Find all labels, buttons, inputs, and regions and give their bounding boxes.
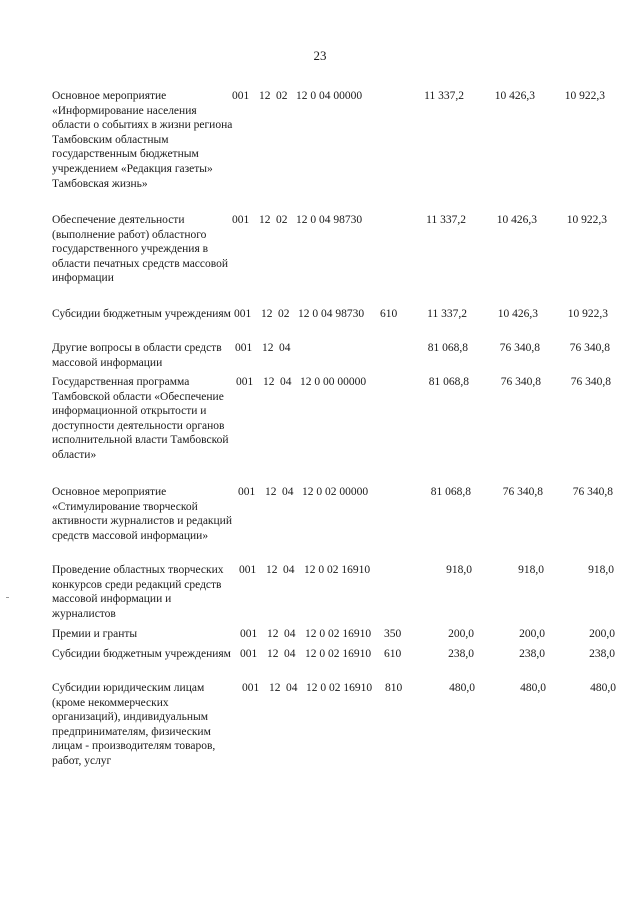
target-article-code: 12 0 02 00000 (302, 486, 369, 498)
section-code: 12 (265, 486, 277, 498)
row-description: Субсидии юридическим лицам (кроме некоммерческих организаций), индивидуальным предпринимателям, физическим лицам - производителям товаров, работ, услуг (52, 682, 216, 767)
amount-year-3: 10 922,3 (566, 214, 607, 226)
target-article-code: 12 0 02 16910 (304, 564, 371, 576)
subsection-code: 04 (279, 342, 291, 354)
section-code: 12 (267, 648, 279, 660)
amount-year-1: 81 068,8 (428, 376, 469, 388)
amount-year-1: 11 337,2 (424, 90, 464, 102)
target-article-code: 12 0 02 16910 (305, 628, 372, 640)
amount-year-2: 200,0 (519, 628, 545, 640)
expense-type-code: 610 (380, 308, 398, 320)
amount-year-2: 76 340,8 (499, 342, 540, 354)
section-code: 12 (262, 342, 274, 354)
section-code: 12 (269, 682, 281, 694)
expense-type-code: 610 (384, 648, 402, 660)
amount-year-3: 200,0 (589, 628, 615, 640)
target-article-code: 12 0 02 16910 (306, 682, 373, 694)
ministry-code: 001 (236, 376, 254, 388)
page-number: 23 (313, 48, 327, 63)
amount-year-2: 918,0 (518, 564, 544, 576)
subsection-code: 02 (278, 308, 290, 320)
amount-year-2: 480,0 (520, 682, 546, 694)
section-code: 12 (263, 376, 275, 388)
amount-year-1: 81 068,8 (430, 486, 471, 498)
amount-year-2: 238,0 (519, 648, 545, 660)
row-description: Премии и гранты (52, 628, 138, 640)
section-code: 12 (259, 90, 271, 102)
subsection-code: 04 (286, 682, 298, 694)
amount-year-1: 81 068,8 (427, 342, 468, 354)
row-description: Субсидии бюджетным учреждениям (52, 648, 231, 660)
row-description: Субсидии бюджетным учреждениям (52, 308, 231, 320)
expense-type-code: 810 (385, 682, 403, 694)
target-article-code: 12 0 00 00000 (300, 376, 367, 388)
subsection-code: 02 (276, 214, 288, 226)
subsection-code: 04 (284, 648, 296, 660)
ministry-code: 001 (235, 342, 253, 354)
ministry-code: 001 (238, 486, 256, 498)
row-description: Проведение областных творческих конкурсов среди редакций средств массовой информации и журналистов (52, 564, 224, 620)
amount-year-3: 76 340,8 (570, 376, 611, 388)
amount-year-3: 76 340,8 (572, 486, 613, 498)
subsection-code: 04 (283, 564, 295, 576)
section-code: 12 (261, 308, 273, 320)
subsection-code: 02 (276, 90, 288, 102)
section-code: 12 (267, 628, 279, 640)
amount-year-3: 10 922,3 (564, 90, 605, 102)
ministry-code: 001 (239, 564, 257, 576)
amount-year-1: 480,0 (449, 682, 475, 694)
subsection-code: 04 (284, 628, 296, 640)
target-article-code: 12 0 04 00000 (296, 90, 363, 102)
amount-year-2: 10 426,3 (496, 214, 537, 226)
amount-year-1: 918,0 (446, 564, 472, 576)
subsection-code: 04 (282, 486, 294, 498)
row-description: Основное мероприятие «Информирование населения области о событиях в жизни региона Тамбовским областным государственным бюджетным учреждением «Редакция газеты» Тамбовская жизнь» (52, 90, 233, 190)
expense-type-code: 350 (384, 628, 402, 640)
amount-year-3: 10 922,3 (567, 308, 608, 320)
amount-year-2: 10 426,3 (497, 308, 538, 320)
amount-year-3: 480,0 (590, 682, 616, 694)
row-description: Государственная программа Тамбовской области «Обеспечение информационной открытости и доступности деятельности органов исполнительной власти Тамбовской области» (52, 376, 229, 461)
target-article-code: 12 0 02 16910 (305, 648, 372, 660)
subsection-code: 04 (280, 376, 292, 388)
target-article-code: 12 0 04 98730 (298, 308, 365, 320)
row-description: Обеспечение деятельности (выполнение работ) областного государственного учреждения в области печатных средств массовой информации (52, 214, 229, 285)
ministry-code: 001 (232, 214, 250, 226)
amount-year-3: 918,0 (588, 564, 614, 576)
amount-year-2: 76 340,8 (500, 376, 541, 388)
amount-year-1: 238,0 (448, 648, 474, 660)
ministry-code: 001 (234, 308, 252, 320)
ministry-code: 001 (242, 682, 260, 694)
scan-margin-mark (6, 597, 9, 598)
ministry-code: 001 (240, 648, 258, 660)
section-code: 12 (259, 214, 271, 226)
target-article-code: 12 0 04 98730 (296, 214, 363, 226)
amount-year-1: 11 337,2 (427, 308, 467, 320)
section-code: 12 (266, 564, 278, 576)
amount-year-3: 238,0 (589, 648, 615, 660)
amount-year-1: 11 337,2 (426, 214, 466, 226)
row-description: Основное мероприятие «Стимулирование творческой активности журналистов и редакций средств массовой информации» (52, 486, 232, 542)
amount-year-3: 76 340,8 (569, 342, 610, 354)
amount-year-2: 76 340,8 (502, 486, 543, 498)
ministry-code: 001 (232, 90, 250, 102)
amount-year-1: 200,0 (448, 628, 474, 640)
amount-year-2: 10 426,3 (494, 90, 535, 102)
row-description: Другие вопросы в области средств массовой информации (52, 342, 222, 369)
ministry-code: 001 (240, 628, 258, 640)
